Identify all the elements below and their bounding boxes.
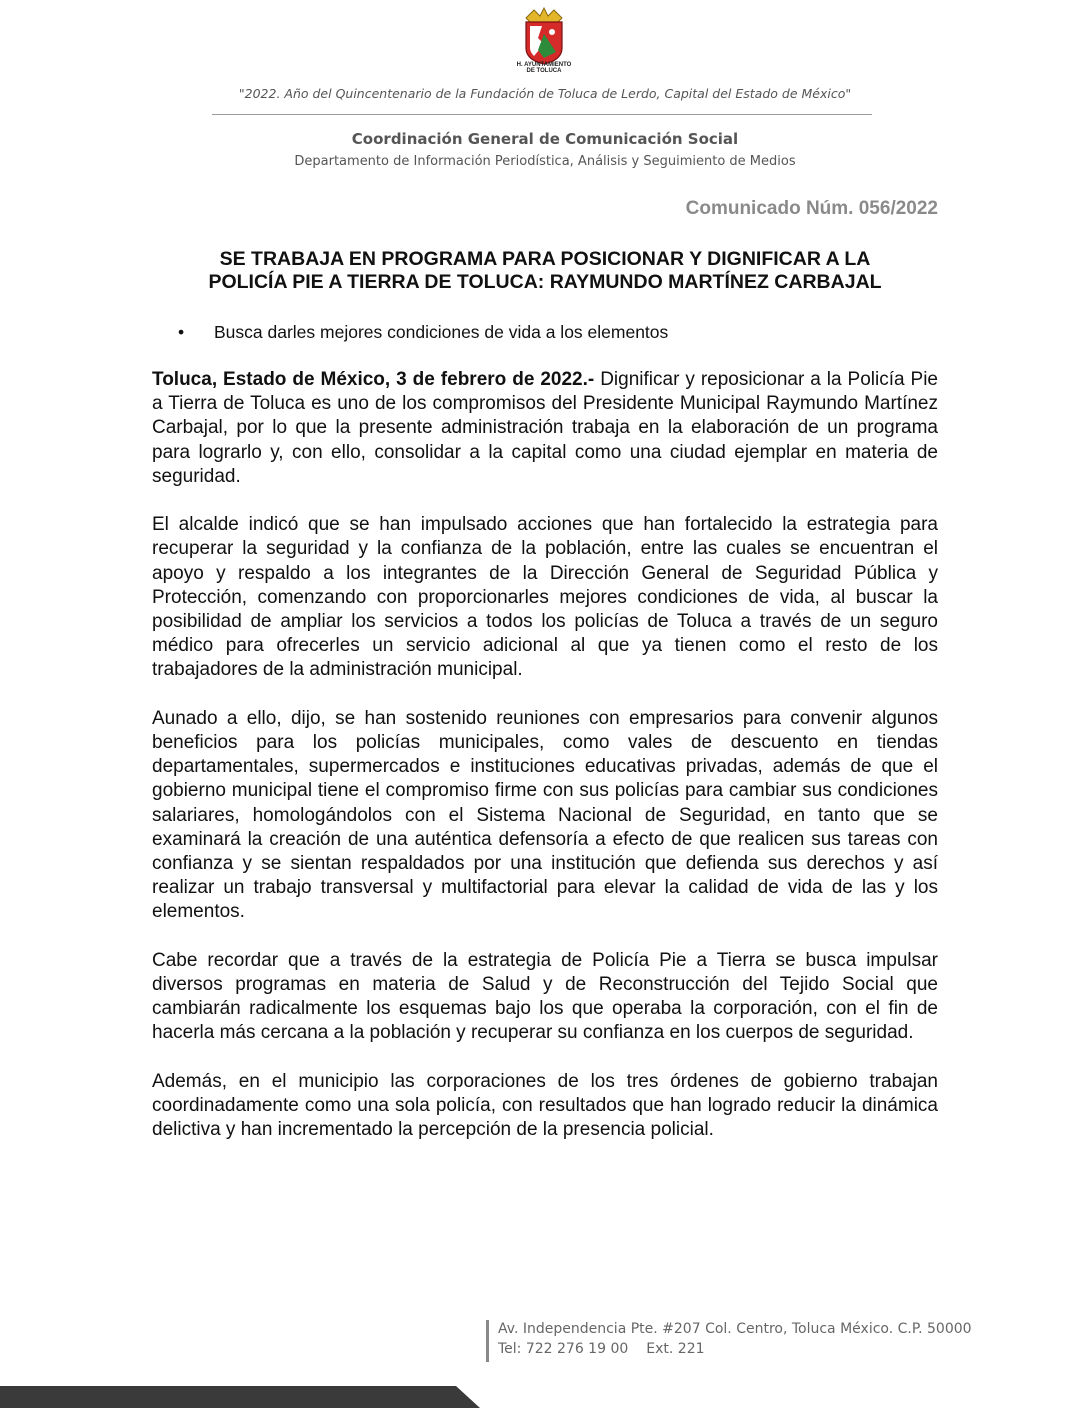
bullet-text: Busca darles mejores condiciones de vida a los elementos — [214, 322, 669, 342]
dateline: Toluca, Estado de México, 3 de febrero de 2022.- — [152, 369, 595, 390]
bullet-dot-icon: • — [178, 322, 185, 342]
year-motto: "2022. Año del Quincentenario de la Fundación de Toluca de Lerdo, Capital del Estado de México" — [238, 86, 852, 101]
headline — [152, 248, 938, 294]
coordination-title: Coordinación General de Comunicación Social — [351, 130, 739, 148]
headline-line-1: SE TRABAJA EN PROGRAMA PARA POSICIONAR Y DIGNIFICAR A LA — [219, 248, 871, 270]
footer-divider — [486, 1320, 489, 1362]
footer-address: Av. Independencia Pte. #207 Col. Centro, Toluca México. C.P. 50000 — [498, 1321, 972, 1337]
communique-number: Comunicado Núm. 056/2022 — [685, 198, 938, 219]
footer-band-decoration — [0, 1386, 480, 1408]
footer-contact — [498, 1341, 705, 1357]
crest-caption-line2: DE TOLUCA — [526, 68, 562, 74]
article-body — [152, 368, 938, 1167]
paragraph-3: Aunado a ello, dijo, se han sostenido reuniones con empresarios para convenir algunos beneficios para los policías municipales, como vales de descuento en tiendas departamentales, supermercados e instituciones educativas privadas, además de que el gobierno municipal tiene el compromiso firme con sus policías para cambiar sus condiciones salariares, homologándolos con el Sistema Nacional de Seguridad, en tanto que se examinará la creación de una auténtica defensoría a efecto de que realicen sus tareas con confianza y se sientan respaldados por una institución que defienda sus derechos y así realizar un trabajo transversal y multifactorial para elevar la calidad de vida de las y los elementos. — [152, 707, 938, 923]
headline-line-2: POLICÍA PIE A TIERRA DE TOLUCA: RAYMUNDO MARTÍNEZ CARBAJAL — [208, 271, 882, 293]
crest-caption-line1: H. AYUNTAMIENTO — [516, 62, 572, 68]
paragraph-2: El alcalde indicó que se han impulsado acciones que han fortalecido la estrategia para recuperar la seguridad y la confianza de la población, entre las cuales se encuentran el apoyo y respaldo a los integrantes de la Dirección General de Seguridad Pública y Protección, comenzando con proporcionarles mejores condiciones de vida, al buscar la posibilidad de ampliar los servicios a todos los policías de Toluca a través de un seguro médico para ofrecerles un servicio adicional al que ya tienen como el resto de los trabajadores de la administración municipal. — [152, 514, 938, 681]
footer-phone: Tel: 722 276 19 00 — [498, 1341, 629, 1357]
paragraph-4: Cabe recordar que a través de la estrategia de Policía Pie a Tierra se busca impulsar diversos programas en materia de Salud y de Reconstrucción del Tejido Social que cambiarán radicalmente los esquemas bajo los que operaba la corporación, con el fin de hacerla más cercana a la población y recuperar su confianza en los cuerpos de seguridad. — [152, 949, 938, 1044]
department-subtitle: Departamento de Información Periodística, Análisis y Seguimiento de Medios — [294, 154, 796, 169]
footer-ext: Ext. 221 — [646, 1341, 705, 1357]
paragraph-1-text: Dignificar y reposicionar a la Policía Pie a Tierra de Toluca es uno de los compromisos del Presidente Municipal Raymundo Martínez Carbajal, por lo que la presente administración trabaja en la elaboración de un programa para lograrlo y, con ello, consolidar a la capital como una ciudad ejemplar en materia de seguridad. — [152, 369, 938, 487]
paragraph-1 — [152, 368, 938, 489]
header-divider — [212, 114, 872, 115]
crest-caption — [484, 62, 604, 74]
bullet-item — [178, 320, 668, 344]
summary-bullets — [178, 320, 668, 344]
paragraph-5: Además, en el municipio las corporaciones de los tres órdenes de gobierno trabajan coordinadamente como una sola policía, con resultados que han logrado reducir la dinámica delictiva y han incrementado la percepción de la presencia policial. — [152, 1070, 938, 1141]
